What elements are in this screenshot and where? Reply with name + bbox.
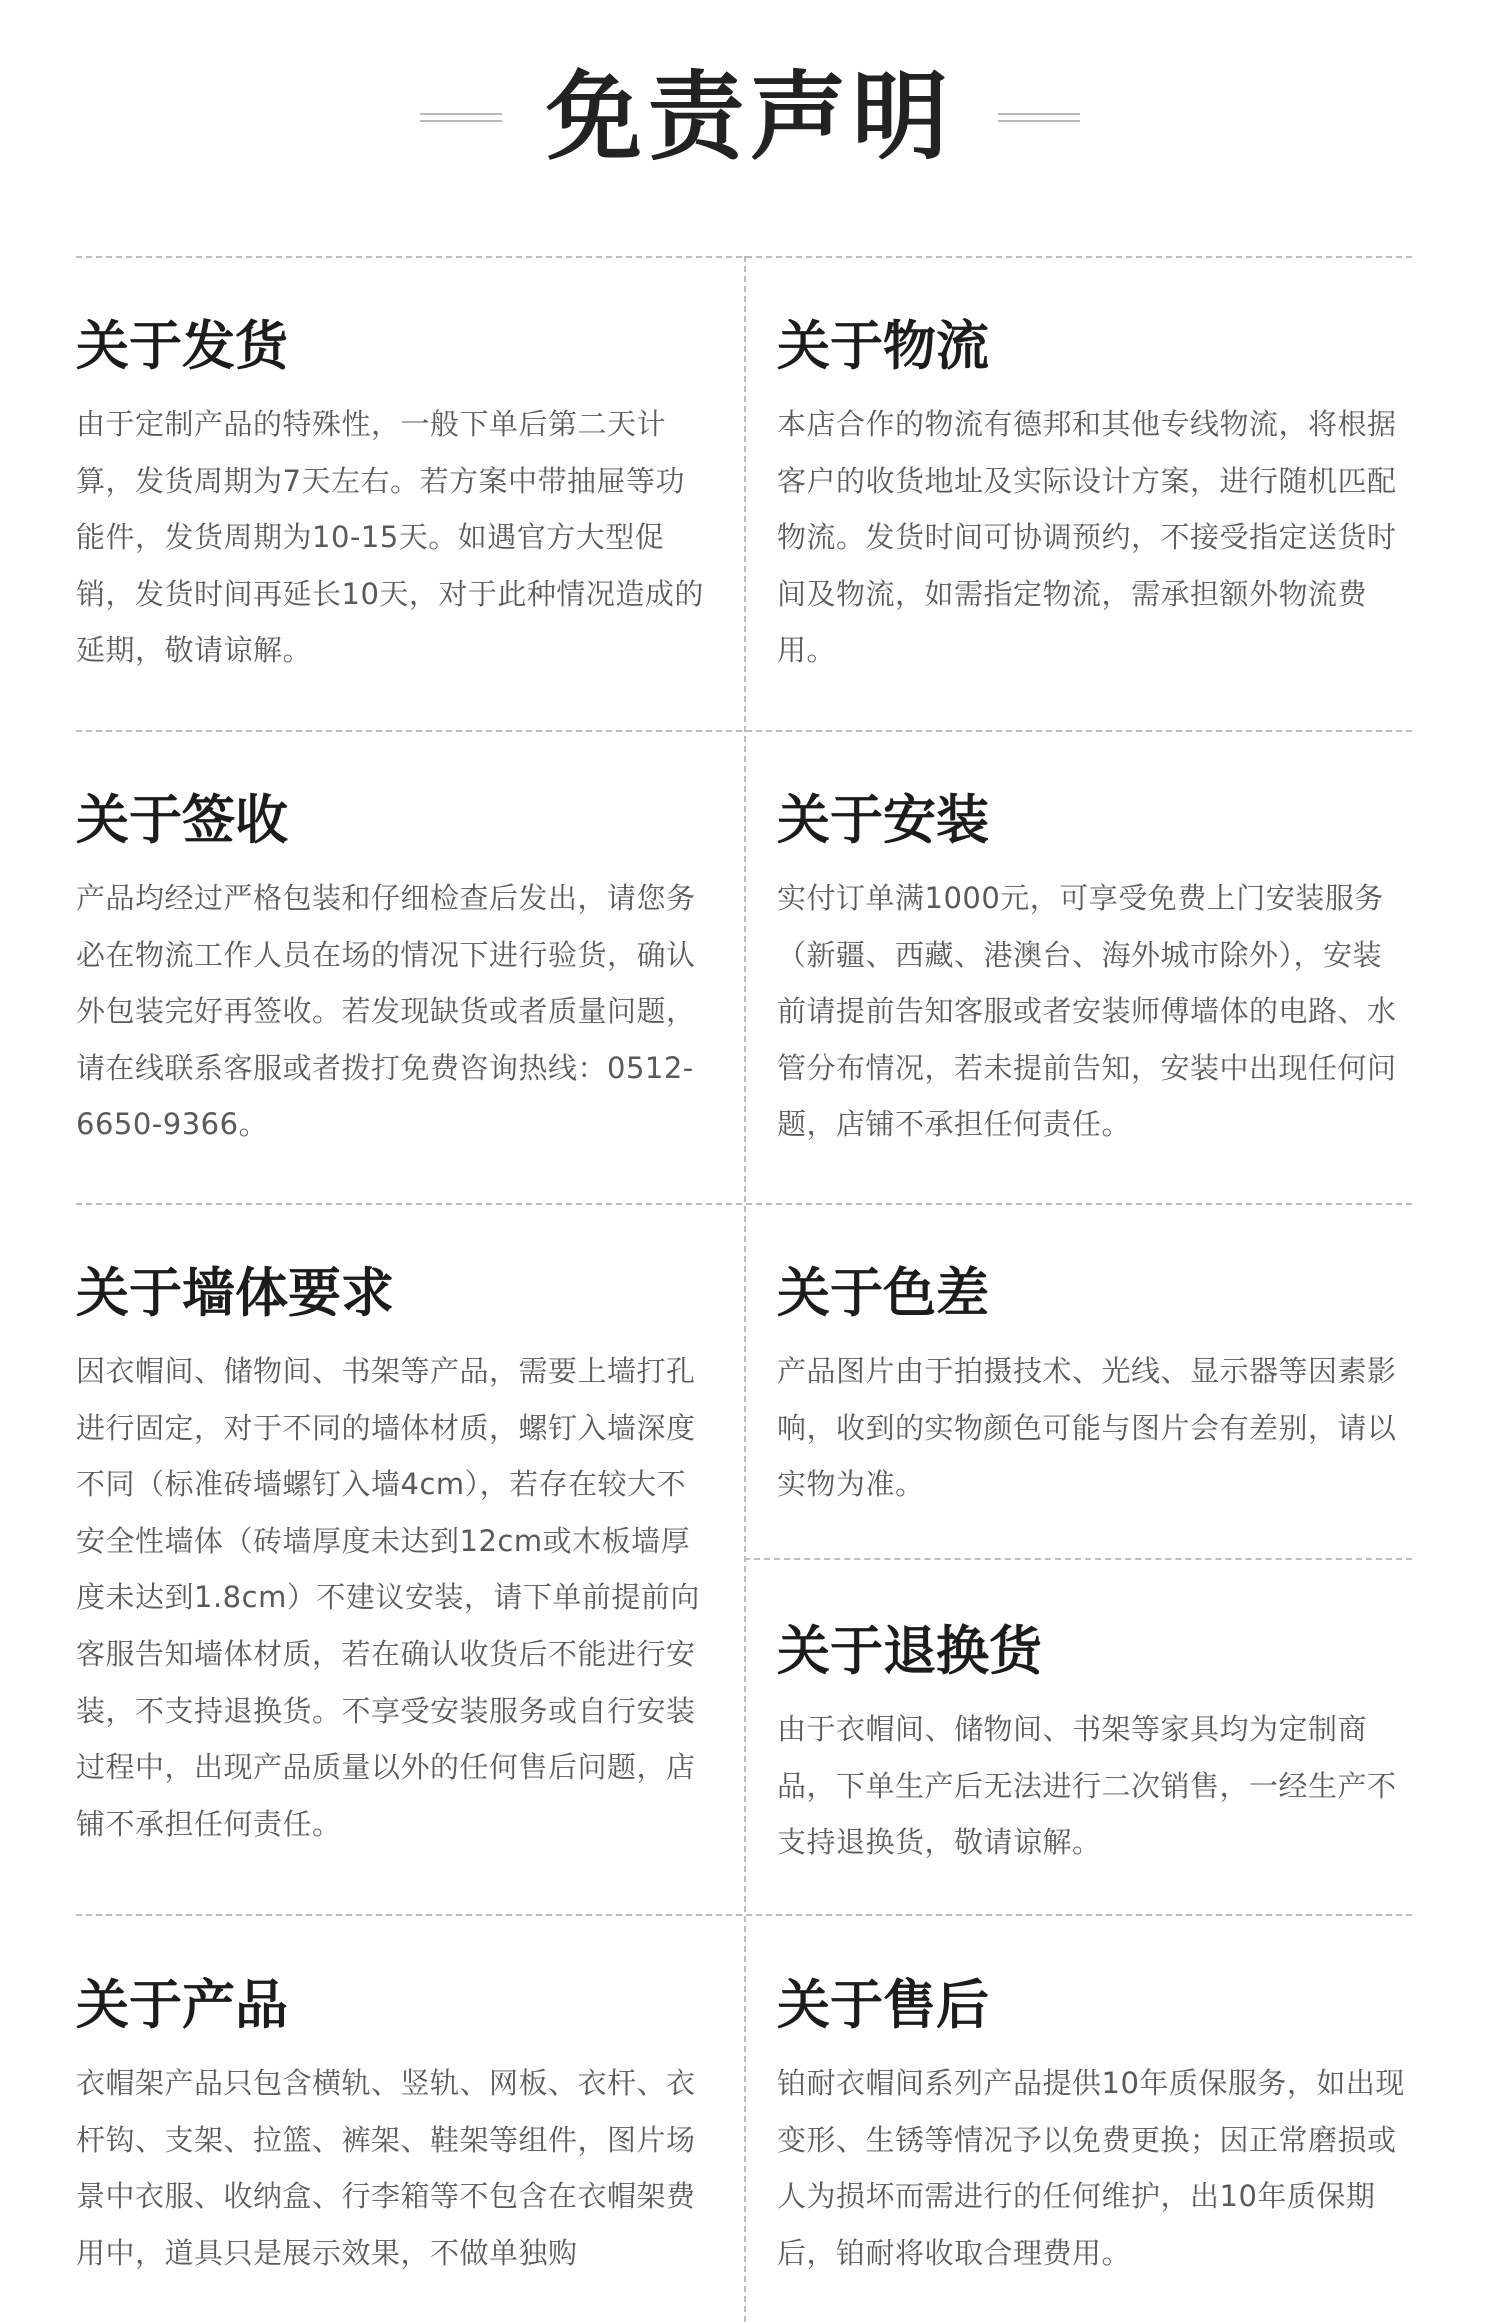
section-installation — [777, 786, 1407, 1153]
title-left-ornament — [420, 113, 502, 122]
section-returns — [777, 1617, 1407, 1871]
section-after-sales — [777, 1971, 1407, 2281]
section-product — [76, 1971, 706, 2281]
title-right-ornament — [998, 113, 1080, 122]
section-body: 由于衣帽间、储物间、书架等家具均为定制商品，下单生产后无法进行二次销售，一经生产不支持退换货，敬请谅解。 — [777, 1712, 1397, 1860]
section-color-difference — [777, 1259, 1407, 1513]
page-title-block — [0, 52, 1500, 182]
divider-column — [744, 256, 746, 2322]
section-body: 由于定制产品的特殊性，一般下单后第二天计算，发货周期为7天左右。若方案中带抽屉等功能件，发货周期为10-15天。如遇官方大型促销，发货时间再延长10天，对于此种情况造成的延期，敬请谅解。 — [76, 407, 704, 668]
section-body: 产品均经过严格包装和仔细检查后发出，请您务必在物流工作人员在场的情况下进行验货，确认外包装完好再签收。若发现缺货或者质量问题，请在线联系客服或者拨打免费咨询热线：0512-6650-9366。 — [76, 881, 696, 1142]
section-heading: 关于签收 — [76, 790, 288, 851]
section-heading: 关于售后 — [777, 1975, 989, 2036]
section-body: 产品图片由于拍摄技术、光线、显示器等因素影响，收到的实物颜色可能与图片会有差别，请以实物为准。 — [777, 1354, 1397, 1502]
section-logistics — [777, 312, 1407, 679]
divider-right-color-returns — [744, 1558, 1412, 1560]
section-heading: 关于色差 — [777, 1263, 989, 1324]
section-body: 衣帽架产品只包含横轨、竖轨、网板、衣杆、衣杆钩、支架、拉篮、裤架、鞋架等组件，图片场景中衣服、收纳盒、行李箱等不包含在衣帽架费用中，道具只是展示效果，不做单独购 — [76, 2066, 696, 2270]
section-heading: 关于安装 — [777, 790, 989, 851]
section-shipping — [76, 312, 706, 679]
section-body: 本店合作的物流有德邦和其他专线物流，将根据客户的收货地址及实际设计方案，进行随机匹配物流。发货时间可协调预约，不接受指定送货时间及物流，如需指定物流，需承担额外物流费用。 — [777, 407, 1397, 668]
section-wall-requirements — [76, 1259, 706, 1852]
section-body: 实付订单满1000元，可享受免费上门安装服务（新疆、西藏、港澳台、海外城市除外），安装前请提前告知客服或者安装师傅墙体的电路、水管分布情况，若未提前告知，安装中出现任何问题，店铺不承担任何责任。 — [777, 881, 1397, 1142]
section-heading: 关于产品 — [76, 1975, 288, 2036]
section-receipt — [76, 786, 706, 1153]
section-body: 铂耐衣帽间系列产品提供10年质保服务，如出现变形、生锈等情况予以免费更换；因正常磨损或人为损坏而需进行的任何维护，出10年质保期后，铂耐将收取合理费用。 — [777, 2066, 1405, 2270]
section-heading: 关于物流 — [777, 316, 989, 377]
section-body: 因衣帽间、储物间、书架等产品，需要上墙打孔进行固定，对于不同的墙体材质，螺钉入墙深度不同（标准砖墙螺钉入墙4cm），若存在较大不安全性墙体（砖墙厚度未达到12cm或木板墙厚度未达到1.8cm）不建议安装，请下单前提前向客服告知墙体材质，若在确认收货后不能进行安装，不支持退换货。不享受安装服务或自行安装过程中，出现产品质量以外的任何售后问题，店铺不承担任何责任。 — [76, 1354, 700, 1841]
section-heading: 关于发货 — [76, 316, 288, 377]
page-title: 免责声明 — [546, 61, 954, 173]
section-heading: 关于墙体要求 — [76, 1263, 394, 1324]
section-heading: 关于退换货 — [777, 1621, 1042, 1682]
